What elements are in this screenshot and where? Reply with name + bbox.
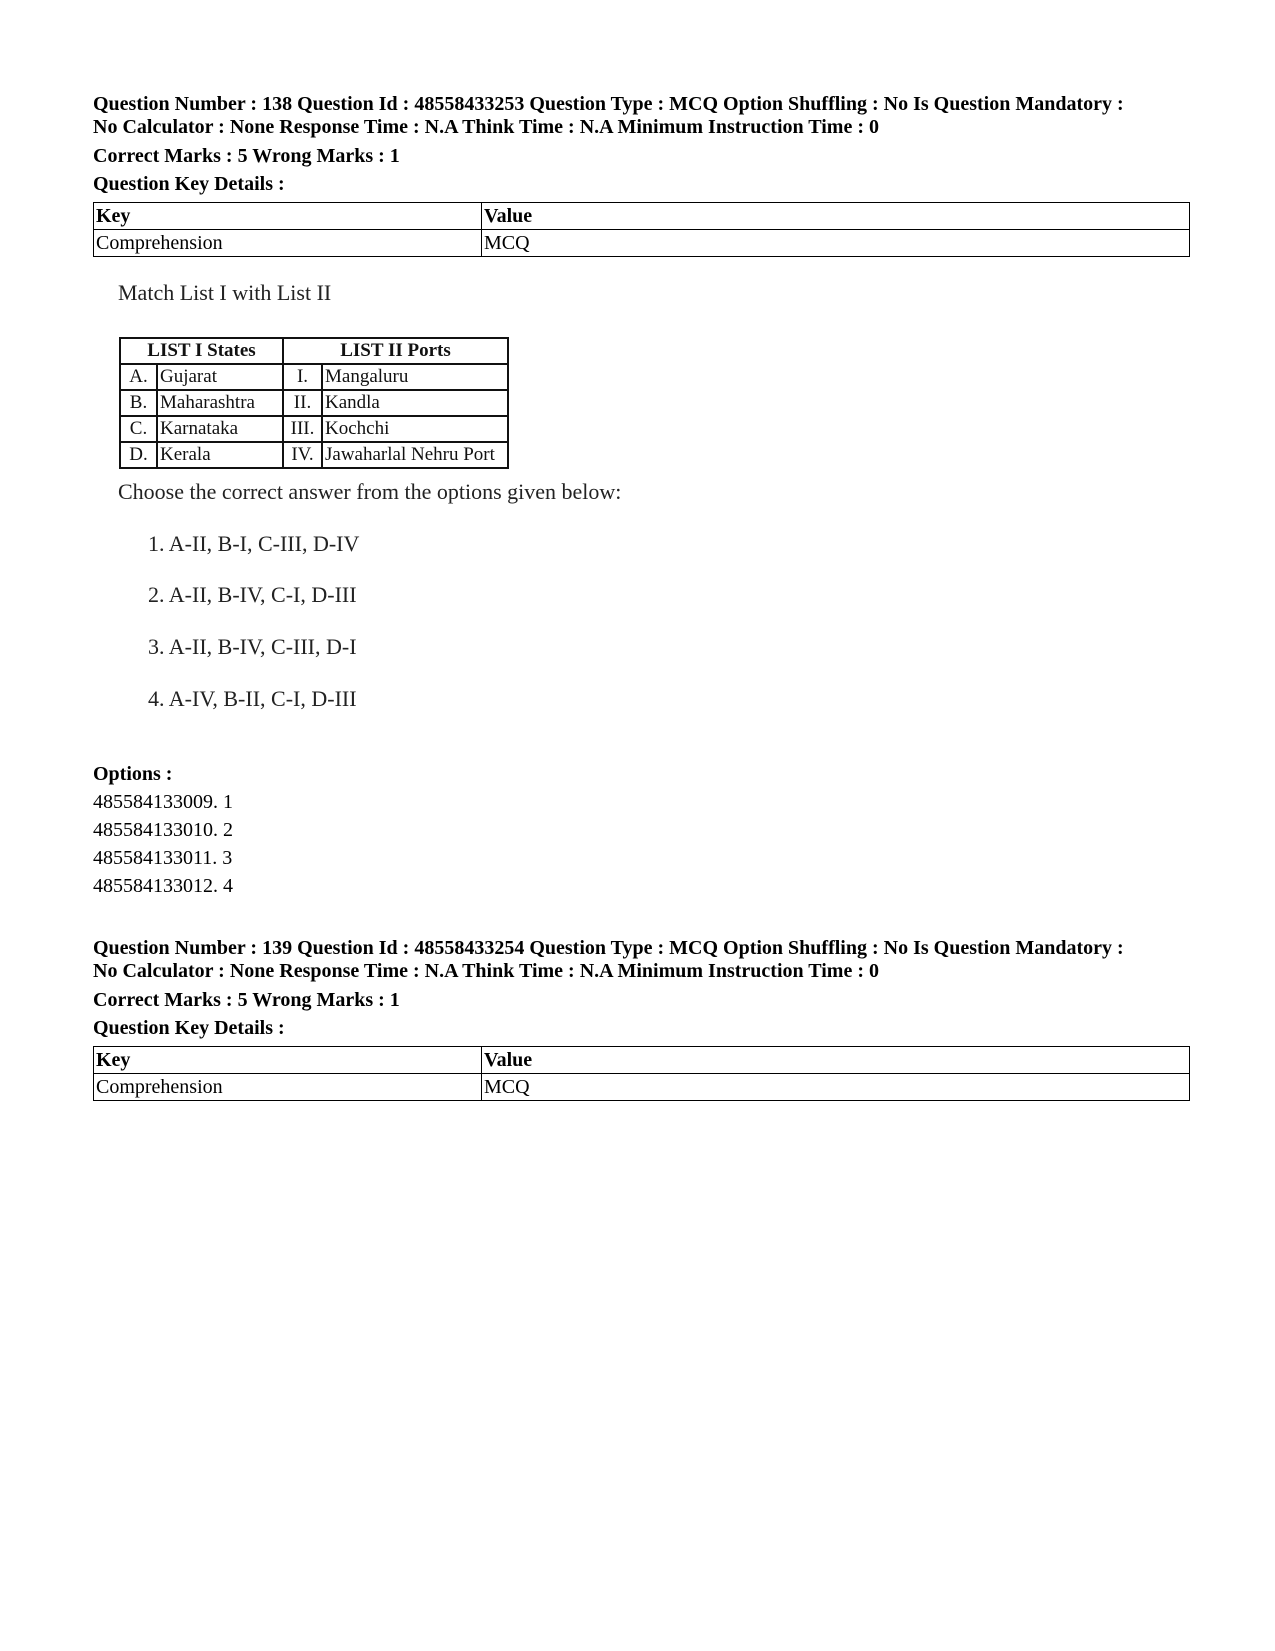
list2-roman: III. <box>283 416 322 442</box>
question-image <box>110 280 670 740</box>
list1-state: Gujarat <box>157 364 283 390</box>
match-row <box>120 364 508 390</box>
table-header-row <box>94 1047 1190 1074</box>
key-header: Key <box>94 203 482 230</box>
match-row <box>120 442 508 468</box>
q139-header-line1: Question Number : 139 Question Id : 48558433254 Question Type : MCQ Option Shuffling : No Is Question Mandatory : <box>93 937 1124 959</box>
list1-letter: C. <box>120 416 157 442</box>
option-item: 485584133009. 1 <box>93 791 233 813</box>
choice-item: 4. A-IV, B-II, C-I, D-III <box>148 686 357 711</box>
match-row <box>120 390 508 416</box>
key-cell: Comprehension <box>94 230 482 257</box>
list2-port: Mangaluru <box>322 364 508 390</box>
q139-key-details-label: Question Key Details : <box>93 1017 285 1039</box>
value-cell: MCQ <box>482 1074 1190 1101</box>
list1-letter: A. <box>120 364 157 390</box>
q139-header-line2: No Calculator : None Response Time : N.A Think Time : N.A Minimum Instruction Time : 0 <box>93 960 879 982</box>
list2-port: Kochchi <box>322 416 508 442</box>
list2-port: Jawaharlal Nehru Port <box>322 442 508 468</box>
choice-item: 2. A-II, B-IV, C-I, D-III <box>148 582 357 607</box>
list1-state: Maharashtra <box>157 390 283 416</box>
q138-key-details-label: Question Key Details : <box>93 173 285 195</box>
list1-state: Karnataka <box>157 416 283 442</box>
match-table-header <box>120 338 508 364</box>
list2-header: LIST II Ports <box>283 338 508 364</box>
value-cell: MCQ <box>482 230 1190 257</box>
list2-roman: I. <box>283 364 322 390</box>
q138-marks: Correct Marks : 5 Wrong Marks : 1 <box>93 145 400 167</box>
choice-item: 1. A-II, B-I, C-III, D-IV <box>148 531 360 556</box>
choice-item: 3. A-II, B-IV, C-III, D-I <box>148 634 357 659</box>
q138-header-line2: No Calculator : None Response Time : N.A Think Time : N.A Minimum Instruction Time : 0 <box>93 116 879 138</box>
question-instruction: Match List I with List II <box>118 280 332 305</box>
match-row <box>120 416 508 442</box>
list2-roman: II. <box>283 390 322 416</box>
q138-options-label: Options : <box>93 763 173 785</box>
table-row <box>94 230 1190 257</box>
table-row <box>94 1074 1190 1101</box>
match-table <box>119 337 509 469</box>
key-header: Key <box>94 1047 482 1074</box>
option-item: 485584133011. 3 <box>93 847 233 869</box>
list2-roman: IV. <box>283 442 322 468</box>
list1-header: LIST I States <box>120 338 283 364</box>
option-item: 485584133012. 4 <box>93 875 233 897</box>
list1-state: Kerala <box>157 442 283 468</box>
key-cell: Comprehension <box>94 1074 482 1101</box>
choose-instruction: Choose the correct answer from the options given below: <box>118 479 622 504</box>
table-header-row <box>94 203 1190 230</box>
option-item: 485584133010. 2 <box>93 819 233 841</box>
list1-letter: B. <box>120 390 157 416</box>
list2-port: Kandla <box>322 390 508 416</box>
list1-letter: D. <box>120 442 157 468</box>
value-header: Value <box>482 1047 1190 1074</box>
value-header: Value <box>482 203 1190 230</box>
q139-marks: Correct Marks : 5 Wrong Marks : 1 <box>93 989 400 1011</box>
q139-key-table <box>93 1046 1190 1101</box>
q138-header-line1: Question Number : 138 Question Id : 48558433253 Question Type : MCQ Option Shuffling : No Is Question Mandatory : <box>93 93 1124 115</box>
q138-key-table <box>93 202 1190 257</box>
